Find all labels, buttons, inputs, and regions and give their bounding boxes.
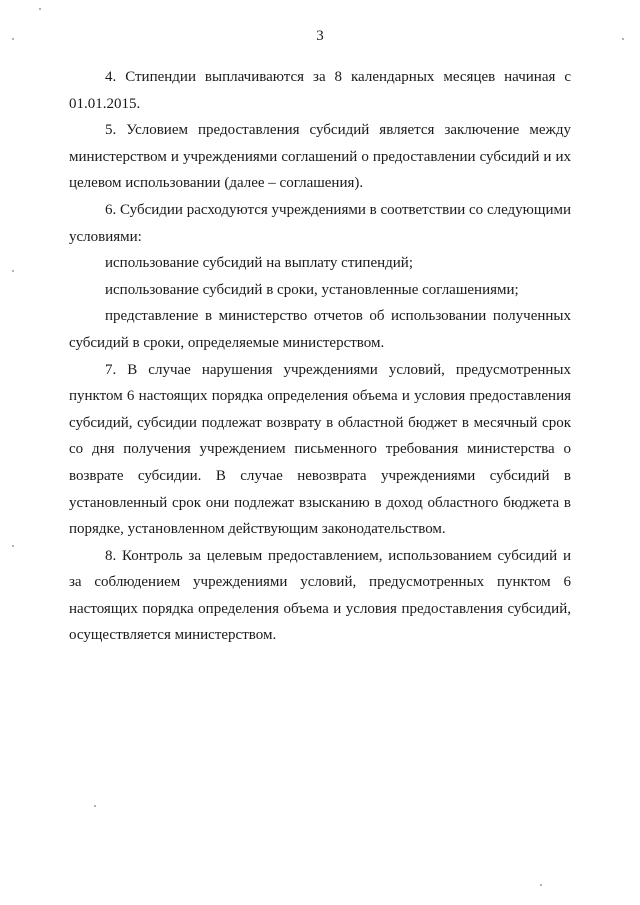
condition-1: использование субсидий на выплату стипендий;	[105, 255, 413, 272]
paragraph-item-7: 7. В случае нарушения учреждениями условий, предусмотренных пунктом 6 настоящих порядка определения объема и условия предоставления субсидий, субсидии подлежат возврату в областной бюджет в месячный срок со дня получения учреждением письменного требования министерства о возврате субсидии. В случае невозврата учреждениями субсидий в установленный срок они подлежат взысканию в доход областного бюджета в порядке, установленном действующим законодательством.	[69, 361, 571, 538]
scan-speck	[39, 8, 41, 10]
paragraph-item-4: 4. Стипендии выплачиваются за 8 календарных месяцев начиная с 01.01.2015.	[69, 69, 571, 112]
paragraph-item-6: 6. Субсидии расходуются учреждениями в соответствии со следующими условиями:	[69, 201, 571, 245]
paragraph-item-8: 8. Контроль за целевым предоставлением, использованием субсидий и за соблюдением учреждениями условий, предусмотренных пунктом 6 настоящих порядка определения объема и условия предоставления субсидий, осуществляется министерством.	[69, 547, 571, 644]
document-body	[69, 64, 571, 649]
scan-speck	[540, 884, 542, 886]
paragraph-item-5: 5. Условием предоставления субсидий является заключение между министерством и учреждениями соглашений о предоставлении субсидий и их целевом использовании (далее – соглашения).	[69, 122, 571, 192]
scan-speck	[12, 545, 14, 547]
condition-2: использование субсидий в сроки, установленные соглашениями;	[105, 281, 519, 298]
page-number: 3	[316, 28, 324, 44]
condition-3: представление в министерство отчетов об использовании полученных субсидий в сроки, определяемые министерством.	[69, 308, 571, 351]
scan-speck	[12, 270, 14, 272]
scan-speck	[94, 805, 96, 807]
